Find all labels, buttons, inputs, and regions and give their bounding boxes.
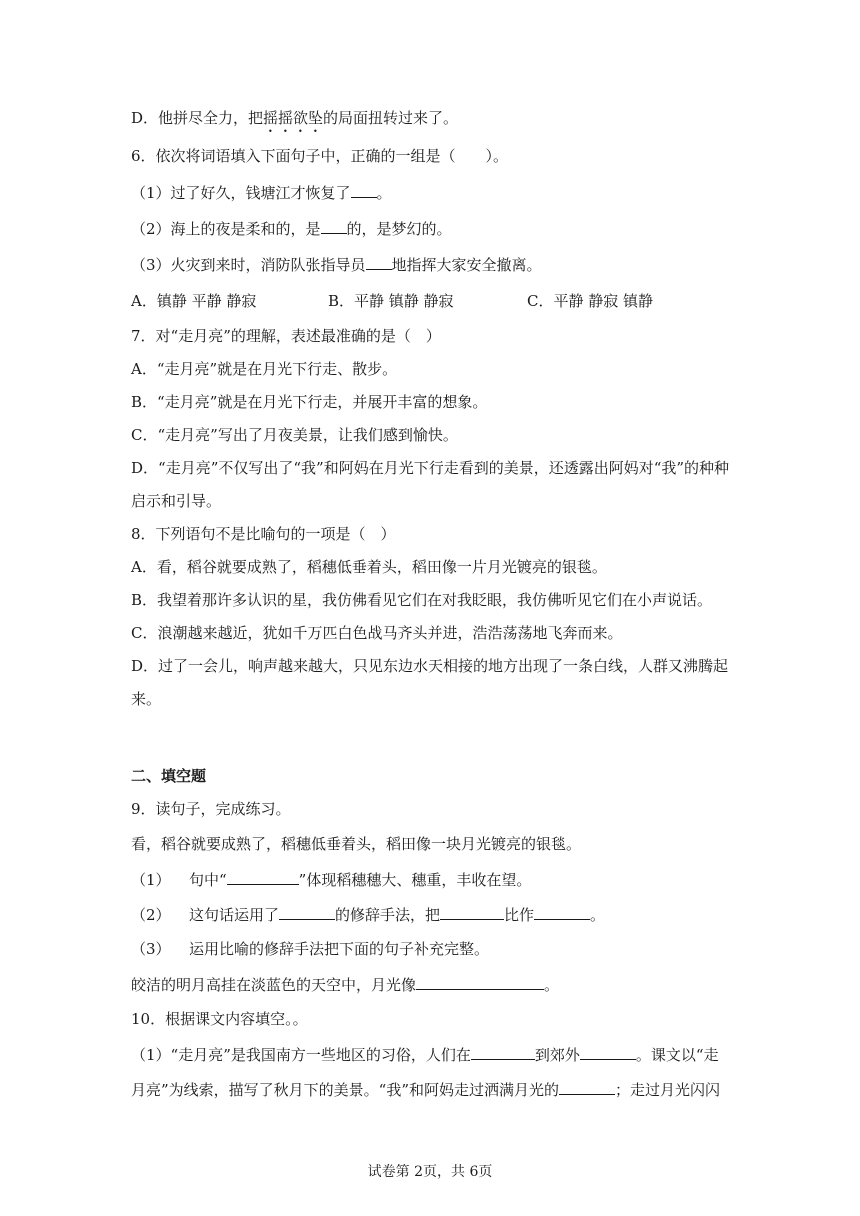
q6-s2-pre: （2）海上的夜是柔和的，是 bbox=[131, 220, 321, 238]
q9-part-1-number: （1） bbox=[131, 871, 171, 889]
q9-p2-d: 。 bbox=[590, 906, 606, 924]
q8-option-b[interactable]: B．我望着那许多认识的星，我仿佛看见它们在对我眨眼，我仿佛听见它们在小声说话。 bbox=[131, 591, 713, 609]
q8-option-a[interactable]: A．看，稻谷就要成熟了，稻穗低垂着头，稻田像一片月光镀亮的银毯。 bbox=[131, 558, 607, 576]
q10-blank-1[interactable] bbox=[471, 1044, 535, 1060]
q9-blank-5[interactable] bbox=[416, 974, 544, 990]
q10-l1-a: （1）“走月亮”是我国南方一些地区的习俗，人们在 bbox=[131, 1046, 471, 1064]
q5-option-d-dotted-word: 摇摇欲坠 bbox=[263, 109, 324, 127]
q7-option-d[interactable]: D．“走月亮”不仅写出了“我”和阿妈在月光下行走看到的美景，还透露出阿妈对“我”的种种 bbox=[131, 459, 730, 477]
q9-blank-2[interactable] bbox=[279, 904, 335, 920]
q5-option-d-post: 的局面扭转过来了。 bbox=[323, 109, 459, 127]
q9-part-1 bbox=[131, 869, 741, 890]
q9-part-3-number: （3） bbox=[131, 940, 171, 958]
page-footer: 试卷第 2页，共 6页 bbox=[367, 1164, 493, 1180]
q9-p1-post: ”体现稻穗穗大、穗重，丰收在望。 bbox=[298, 871, 532, 889]
q6-sentence-1 bbox=[131, 182, 741, 203]
q9-part-3 bbox=[131, 939, 741, 959]
q10-l1-c: 。课文以“走 bbox=[635, 1046, 719, 1064]
q9-blank-4[interactable] bbox=[534, 904, 590, 920]
q10-blank-2[interactable] bbox=[580, 1044, 636, 1060]
q10-line-2 bbox=[131, 1079, 741, 1100]
q6-stem: 6．依次将词语填入下面句子中，正确的一组是（ ）。 bbox=[131, 147, 509, 165]
q10-l1-b: 到郊外 bbox=[534, 1046, 580, 1064]
q6-sentence-2 bbox=[131, 218, 741, 239]
q6-blank-2[interactable] bbox=[321, 218, 347, 234]
q6-option-a[interactable]: A．镇静 平静 静寂 bbox=[131, 292, 257, 310]
q9-p3-text: 运用比喻的修辞手法把下面的句子补充完整。 bbox=[189, 940, 490, 958]
q8-option-c[interactable]: C．浪潮越来越近，犹如千万匹白色战马齐头并进，浩浩荡荡地飞奔而来。 bbox=[131, 624, 623, 642]
section-heading: 二、填空题 bbox=[131, 767, 207, 785]
q6-option-c[interactable]: C．平静 静寂 镇静 bbox=[527, 292, 654, 310]
q9-stem: 9．读句子，完成练习。 bbox=[131, 800, 291, 818]
q6-s1-pre: （1）过了好久，钱塘江才恢复了 bbox=[131, 184, 351, 202]
q10-l2-b: ；走过月光闪闪 bbox=[615, 1081, 721, 1099]
q9-p2-c: 比作 bbox=[504, 906, 535, 924]
q6-option-b[interactable]: B．平静 镇静 静寂 bbox=[328, 292, 454, 310]
q9-blank-1[interactable] bbox=[227, 869, 299, 885]
q10-blank-3[interactable] bbox=[559, 1079, 615, 1095]
q8-stem: 8．下列语句不是比喻句的一项是（ ） bbox=[131, 525, 396, 543]
q6-s3-pre: （3）火灾到来时，消防队张指导员 bbox=[131, 256, 366, 274]
q7-option-d-cont: 启示和引导。 bbox=[131, 492, 222, 510]
q7-option-c[interactable]: C．“走月亮”写出了月夜美景，让我们感到愉快。 bbox=[131, 426, 458, 444]
q6-sentence-3 bbox=[131, 254, 741, 275]
q9-sentence: 看，稻谷就要成熟了，稻穗低垂着头，稻田像一块月光镀亮的银毯。 bbox=[131, 835, 582, 853]
q7-option-b[interactable]: B．“走月亮”就是在月光下行走，并展开丰富的想象。 bbox=[131, 393, 488, 411]
q9-p2-b: 的修辞手法，把 bbox=[335, 906, 441, 924]
q9-p1-pre: 句中“ bbox=[189, 871, 227, 889]
q9-part-2 bbox=[131, 904, 741, 925]
q9-part-2-number: （2） bbox=[131, 906, 171, 924]
q6-s1-post: 。 bbox=[376, 184, 392, 202]
q6-blank-1[interactable] bbox=[351, 182, 377, 198]
q10-l2-a: 月亮”为线索，描写了秋月下的美景。“我”和阿妈走过洒满月光的 bbox=[131, 1081, 560, 1099]
q9-p2-a: 这句话运用了 bbox=[189, 906, 280, 924]
q6-blank-3[interactable] bbox=[366, 254, 392, 270]
q6-s3-post: 地指挥大家安全撤离。 bbox=[391, 256, 542, 274]
q7-stem: 7．对“走月亮”的理解，表述最准确的是（ ） bbox=[131, 327, 441, 345]
q10-line-1 bbox=[131, 1044, 741, 1065]
q8-option-d-cont: 来。 bbox=[131, 690, 162, 708]
q9-p3-sentence-post: 。 bbox=[544, 976, 560, 994]
q5-option-d bbox=[131, 108, 741, 136]
q6-s2-post: 的，是梦幻的。 bbox=[346, 220, 452, 238]
q7-option-a[interactable]: A．“走月亮”就是在月光下行走、散步。 bbox=[131, 360, 398, 378]
q9-part-3-sentence bbox=[131, 974, 741, 995]
q5-option-d-pre: D．他拼尽全力，把 bbox=[131, 109, 264, 127]
q10-stem: 10．根据课文内容填空。。 bbox=[131, 1010, 308, 1028]
q8-option-d[interactable]: D．过了一会儿，响声越来越大，只见东边水天相接的地方出现了一条白线，人群又沸腾起 bbox=[131, 657, 729, 675]
q9-p3-sentence-pre: 皎洁的明月高挂在淡蓝色的天空中，月光像 bbox=[131, 976, 417, 994]
q9-blank-3[interactable] bbox=[440, 904, 504, 920]
